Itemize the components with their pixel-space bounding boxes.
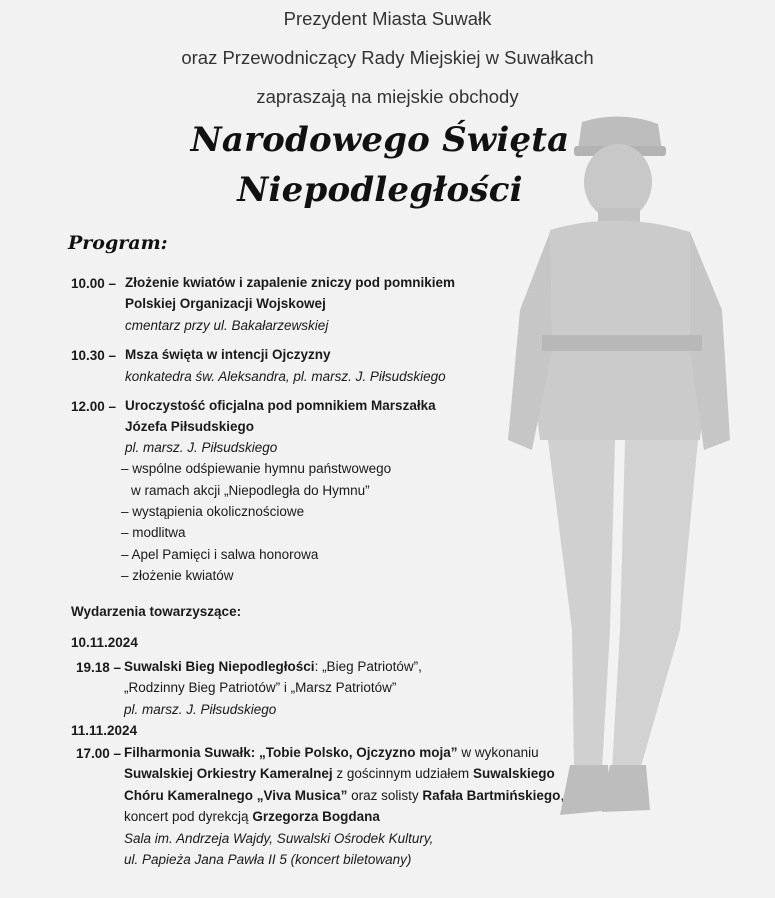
events-heading: Wydarzenia towarzyszące: <box>71 604 242 619</box>
item-3-sub-1-cont: w ramach akcji „Niepodległa do Hymnu” <box>131 483 370 498</box>
event-day-2-line-4 <box>124 810 380 824</box>
event-day-2-date: 11.11.2024 <box>71 723 138 738</box>
header-line-1: Prezydent Miasta Suwałk <box>283 8 492 29</box>
event-day-1-name: Suwalski Bieg Niepodległości <box>124 659 315 674</box>
concert-line-3-end: , <box>560 788 565 803</box>
header-line-3: zapraszają na miejskie obchody <box>256 86 519 107</box>
item-1-time: 10.00 – <box>71 276 117 291</box>
event-day-1-line-1-rest: : „Bieg Patriotów”, <box>314 659 422 674</box>
event-title-line-2: Niepodległości <box>237 170 523 210</box>
item-3-sub-1: – wspólne odśpiewanie hymnu państwowego <box>121 461 392 476</box>
event-day-2-line-3 <box>124 789 564 803</box>
event-day-2-place-2: ul. Papieża Jana Pawła II 5 (koncert biletowany) <box>124 852 412 867</box>
choir-name-start: Suwalskiego <box>472 766 555 781</box>
item-3-sub-5: – złożenie kwiatów <box>121 568 234 583</box>
conductor-name: Grzegorza Bogdana <box>252 809 380 824</box>
event-title-line-1: Narodowego Święta <box>190 120 570 160</box>
item-3-sub-3: – modlitwa <box>121 525 186 540</box>
item-2-title: Msza święta w intencji Ojczyzny <box>125 347 331 362</box>
concert-title: Filharmonia Suwałk: „Tobie Polsko, Ojczyzno moja” <box>124 745 458 760</box>
header-line-2: oraz Przewodniczący Rady Miejskiej w Suwałkach <box>181 47 594 68</box>
concert-line-3-rest: oraz solisty <box>347 788 423 803</box>
event-day-1-date: 10.11.2024 <box>71 635 138 650</box>
program-heading: Program: <box>68 232 168 254</box>
item-2-time: 10.30 – <box>71 348 117 363</box>
event-day-1-place: pl. marsz. J. Piłsudskiego <box>124 702 277 717</box>
event-day-2-line-2 <box>124 767 555 781</box>
item-3-sub-4: – Apel Pamięci i salwa honorowa <box>121 547 319 562</box>
item-3-time: 12.00 – <box>71 399 117 414</box>
event-day-2-line-1 <box>124 746 539 760</box>
orchestra-name: Suwalskiej Orkiestry Kameralnej <box>124 766 333 781</box>
conductor-label: koncert pod dyrekcją <box>124 809 253 824</box>
item-3-place: pl. marsz. J. Piłsudskiego <box>125 440 278 455</box>
item-2-place: konkatedra św. Aleksandra, pl. marsz. J. Piłsudskiego <box>125 369 446 384</box>
event-day-1-line-2: „Rodzinny Bieg Patriotów” i „Marsz Patriotów” <box>124 680 397 695</box>
event-day-2-place-1: Sala im. Andrzeja Wajdy, Suwalski Ośrodek Kultury, <box>124 831 434 846</box>
item-1-place: cmentarz przy ul. Bakałarzewskiej <box>125 318 329 333</box>
concert-line-1-rest: w wykonaniu <box>457 745 539 760</box>
event-day-2-time: 17.00 – <box>76 746 122 761</box>
item-1-title-line-1: Złożenie kwiatów i zapalenie zniczy pod pomnikiem <box>125 275 456 290</box>
item-3-sub-2: – wystąpienia okolicznościowe <box>121 504 305 519</box>
item-3-title-line-1: Uroczystość oficjalna pod pomnikiem Marszałka <box>125 398 436 413</box>
choir-name: Chóru Kameralnego „Viva Musica” <box>124 788 348 803</box>
item-3-title-line-2: Józefa Piłsudskiego <box>125 419 255 434</box>
event-day-1-time: 19.18 – <box>76 660 122 675</box>
marshal-portrait-image <box>490 110 760 830</box>
item-1-title-line-2: Polskiej Organizacji Wojskowej <box>125 296 326 311</box>
concert-line-2-rest: z gościnnym udziałem <box>332 766 473 781</box>
event-day-1-line-1 <box>124 660 422 674</box>
soloist-name: Rafała Bartmińskiego <box>422 788 561 803</box>
